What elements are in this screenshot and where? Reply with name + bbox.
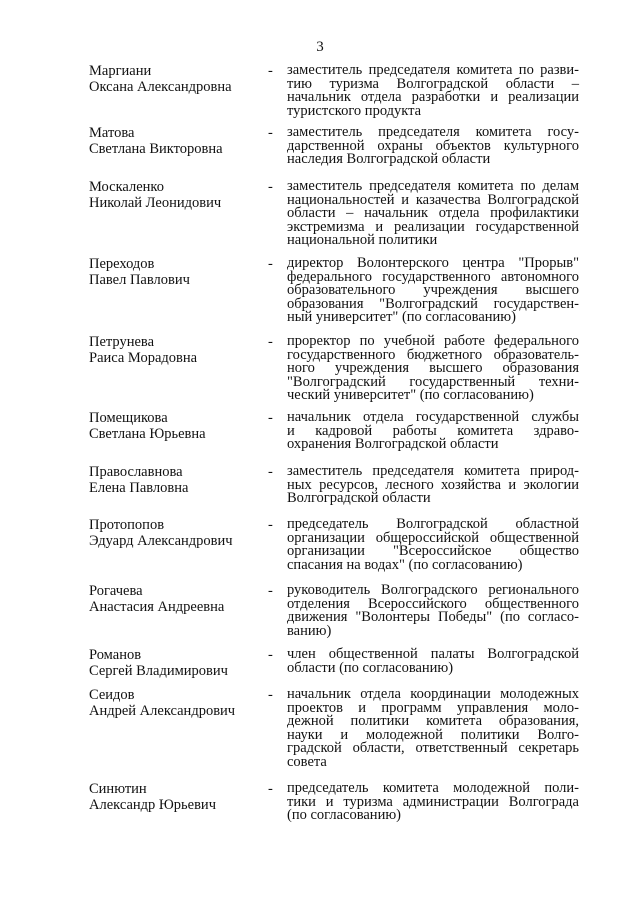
member-role xyxy=(287,64,579,118)
member-role xyxy=(287,518,579,572)
role-line: начальник отдела разработки и реализации xyxy=(287,89,579,106)
separator-dash: - xyxy=(268,583,273,599)
role-line: науки и молодежной политики Волго- xyxy=(287,726,579,743)
member-surname: Синютин xyxy=(89,781,147,797)
role-line: заместитель председателя комитета госу- xyxy=(287,124,579,140)
role-line: заместитель председателя комитета по делам xyxy=(287,178,579,194)
member-name xyxy=(89,126,264,157)
role-line: ванию) xyxy=(287,622,332,639)
member-given-names: Светлана Викторовна xyxy=(89,140,223,157)
member-surname: Маргиани xyxy=(89,63,152,79)
member-given-names: Раиса Морадовна xyxy=(89,349,198,366)
member-given-names: Николай Леонидович xyxy=(89,194,222,211)
page-number: 3 xyxy=(316,39,324,55)
member-role xyxy=(287,257,579,325)
member-surname: Матова xyxy=(89,125,135,141)
role-line: "Волгоградский государственный техни- xyxy=(287,373,579,390)
role-line: руководитель Волгоградского регионального xyxy=(287,582,579,598)
member-given-names: Андрей Александрович xyxy=(89,702,236,719)
separator-dash: - xyxy=(268,464,273,480)
member-role xyxy=(287,465,579,506)
role-line: ных ресурсов, лесного хозяйства и экологии xyxy=(287,476,579,493)
member-given-names: Светлана Юрьевна xyxy=(89,425,206,442)
separator-dash: - xyxy=(268,334,273,350)
member-given-names: Елена Павловна xyxy=(89,479,189,496)
role-line: градской области, ответственный секретарь xyxy=(287,740,579,757)
member-given-names: Сергей Владимирович xyxy=(89,662,228,679)
role-line: экстремизма и реализации государственной xyxy=(287,218,579,235)
role-line: ческий университет" (по согласованию) xyxy=(287,387,534,404)
role-line: области – начальник отдела профилактики xyxy=(287,205,579,222)
member-surname: Православнова xyxy=(89,464,183,480)
member-role xyxy=(287,126,579,167)
role-line: тики и туризма администрации Волгограда xyxy=(287,793,579,810)
member-name xyxy=(89,465,264,496)
role-line: спасания на водах" (по согласованию) xyxy=(287,556,523,573)
member-given-names: Оксана Александровна xyxy=(89,78,232,95)
role-line: заместитель председателя комитета природ- xyxy=(287,463,579,479)
member-role xyxy=(287,411,579,452)
separator-dash: - xyxy=(268,517,273,533)
member-surname: Петрунева xyxy=(89,334,155,350)
role-line: дежной политики комитета образования, xyxy=(287,713,579,730)
role-line: и кадровой работы комитета здраво- xyxy=(287,422,579,439)
role-line: ный университет" (по согласованию) xyxy=(287,309,516,326)
member-role xyxy=(287,584,579,638)
role-line: области (по согласованию) xyxy=(287,659,454,676)
role-line: организации "Всероссийское общество xyxy=(287,543,579,560)
role-line: движения "Волонтеры Победы" (по согласо- xyxy=(287,609,579,626)
member-surname: Протопопов xyxy=(89,517,165,533)
role-line: национальной политики xyxy=(287,232,438,249)
member-name xyxy=(89,257,264,288)
member-surname: Сеидов xyxy=(89,687,135,703)
role-line: отделения Всероссийского общественного xyxy=(287,595,579,612)
role-line: наследия Волгоградской области xyxy=(287,151,491,168)
member-name xyxy=(89,518,264,549)
separator-dash: - xyxy=(268,63,273,79)
member-name xyxy=(89,648,264,679)
role-line: Волгоградской области xyxy=(287,490,431,507)
role-line: тию туризма Волгоградской области – xyxy=(287,75,579,92)
role-line: проектов и программ управления моло- xyxy=(287,699,579,716)
member-given-names: Эдуард Александрович xyxy=(89,532,233,549)
role-line: проректор по учебной работе федерального xyxy=(287,333,579,349)
separator-dash: - xyxy=(268,647,273,663)
role-line: образования "Волгоградский государствен- xyxy=(287,295,579,312)
member-surname: Москаленко xyxy=(89,179,164,195)
role-line: дарственной охраны объектов культурного xyxy=(287,137,579,154)
member-given-names: Анастасия Андреевна xyxy=(89,598,225,615)
role-line: заместитель председателя комитета по разви- xyxy=(287,62,579,78)
role-line: председатель комитета молодежной поли- xyxy=(287,780,579,796)
role-line: образовательного учреждения высшего xyxy=(287,282,579,299)
member-role xyxy=(287,648,579,675)
member-given-names: Павел Павлович xyxy=(89,271,190,288)
role-line: член общественной палаты Волгоградской xyxy=(287,646,579,662)
member-surname: Романов xyxy=(89,647,142,663)
member-role xyxy=(287,335,579,403)
separator-dash: - xyxy=(268,781,273,797)
role-line: начальник отдела государственной службы xyxy=(287,409,579,425)
member-name xyxy=(89,782,264,813)
separator-dash: - xyxy=(268,410,273,426)
role-line: директор Волонтерского центра "Прорыв" xyxy=(287,255,579,271)
separator-dash: - xyxy=(268,179,273,195)
role-line: национальностей и казачества Волгоградской xyxy=(287,191,579,208)
member-name xyxy=(89,411,264,442)
member-surname: Переходов xyxy=(89,256,155,272)
member-role xyxy=(287,782,579,823)
role-line: федерального государственного автономного xyxy=(287,268,579,285)
role-line: начальник отдела координации молодежных xyxy=(287,686,579,702)
role-line: председатель Волгоградской областной xyxy=(287,516,579,532)
role-line: туристского продукта xyxy=(287,102,422,119)
member-name xyxy=(89,584,264,615)
member-name xyxy=(89,180,264,211)
role-line: (по согласованию) xyxy=(287,807,401,824)
member-role xyxy=(287,688,579,770)
role-line: организации общероссийской общественной xyxy=(287,529,579,546)
member-name xyxy=(89,64,264,95)
member-given-names: Александр Юрьевич xyxy=(89,796,216,813)
role-line: совета xyxy=(287,753,327,770)
role-line: государственного бюджетного образователь- xyxy=(287,346,579,363)
separator-dash: - xyxy=(268,687,273,703)
member-name xyxy=(89,335,264,366)
role-line: ного учреждения высшего образования xyxy=(287,360,579,377)
role-line: охранения Волгоградской области xyxy=(287,436,499,453)
separator-dash: - xyxy=(268,125,273,141)
member-name xyxy=(89,688,264,719)
separator-dash: - xyxy=(268,256,273,272)
member-surname: Помещикова xyxy=(89,410,168,426)
member-surname: Рогачева xyxy=(89,583,143,599)
member-role xyxy=(287,180,579,248)
